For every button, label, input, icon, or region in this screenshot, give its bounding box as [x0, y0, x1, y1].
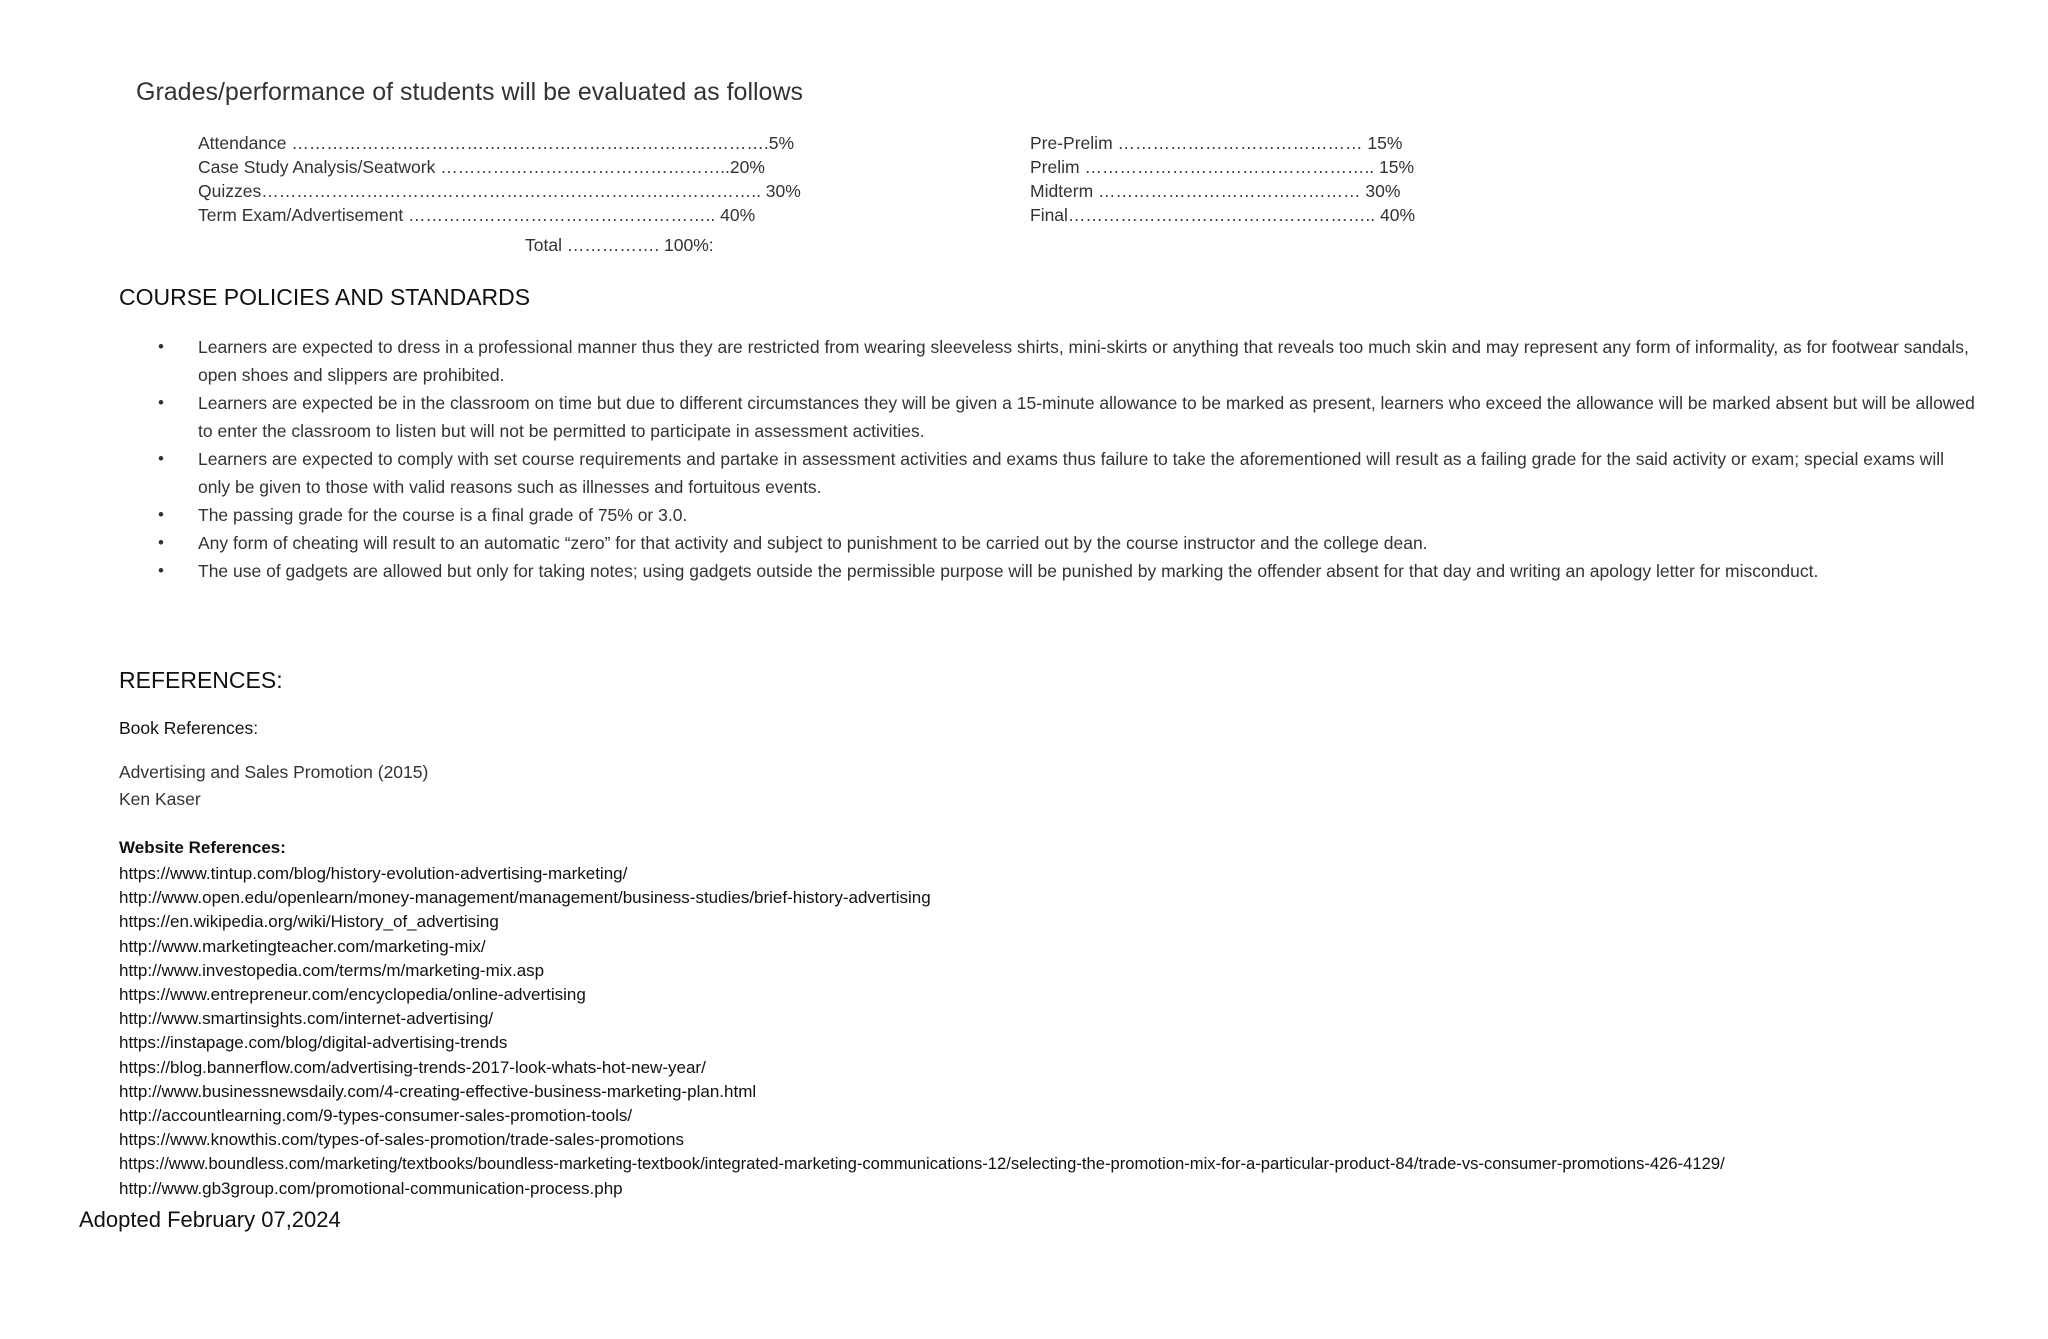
policy-text: Learners are expected be in the classroom on time but due to different circumstances they will be given a 15-minute allowance to be marked as present, learners who exceed the allowance will be marked absent but will be allowed to enter the classroom to listen but will not be permitted to participate in assessment activities. — [198, 393, 1975, 441]
references-heading: REFERENCES: — [119, 667, 283, 693]
website-list — [119, 862, 1725, 1201]
adopted-date: Adopted February 07,2024 — [79, 1207, 341, 1232]
grade-item-quizzes: Quizzes………………………………………………………………………….. 30% — [198, 181, 801, 201]
website-link[interactable]: https://www.boundless.com/marketing/textbooks/boundless-marketing-textbook/integrated-marketing-communications-12/selecting-the-promotion-mix-for-a-particular-product-84/trade-vs-consumer-promotions-426-4129/ — [119, 1154, 1725, 1174]
bullet-icon: • — [158, 337, 164, 356]
bullet-icon: • — [158, 533, 164, 552]
bullet-icon: • — [158, 561, 164, 580]
bullet-icon: • — [158, 449, 164, 468]
grade-item-midterm: Midterm ……………………………………… 30% — [1030, 181, 1401, 201]
policy-text: The use of gadgets are allowed but only for taking notes; using gadgets outside the permissible purpose will be punished by marking the offender absent for that day and writing an apology letter for misconduct. — [198, 561, 1819, 581]
policies-heading: COURSE POLICIES AND STANDARDS — [119, 284, 531, 310]
grade-total: Total ……………. 100%: — [525, 235, 714, 255]
grading-intro: Grades/performance of students will be evaluated as follows — [136, 78, 804, 106]
grade-item-case-study: Case Study Analysis/Seatwork …………………………………………..20% — [198, 157, 765, 177]
website-link[interactable]: http://www.gb3group.com/promotional-communication-process.php — [119, 1178, 623, 1198]
policy-item — [158, 529, 1978, 557]
policies-list — [158, 333, 1978, 585]
website-link[interactable]: https://blog.bannerflow.com/advertising-trends-2017-look-whats-hot-new-year/ — [119, 1057, 706, 1077]
grade-item-prelim: Prelim ………………………………………….. 15% — [1030, 157, 1415, 177]
policy-item — [158, 333, 1978, 389]
website-link[interactable]: https://en.wikipedia.org/wiki/History_of_advertising — [119, 912, 499, 932]
website-link[interactable]: http://www.smartinsights.com/internet-advertising/ — [119, 1009, 494, 1029]
policy-item — [158, 501, 1978, 529]
website-link[interactable]: https://www.knowthis.com/types-of-sales-promotion/trade-sales-promotions — [119, 1130, 684, 1150]
book-references-label: Book References: — [119, 718, 259, 738]
grade-item-term-exam: Term Exam/Advertisement …………………………………………….. 40% — [198, 205, 756, 225]
policy-text: Any form of cheating will result to an automatic “zero” for that activity and subject to punishment to be carried out by the course instructor and the college dean. — [198, 533, 1428, 553]
website-references-label: Website References: — [119, 838, 286, 857]
book-author: Ken Kaser — [119, 789, 201, 809]
policy-item — [158, 445, 1978, 501]
website-link[interactable]: https://www.entrepreneur.com/encyclopedia/online-advertising — [119, 985, 586, 1005]
grade-item-final: Final…………………………………………….. 40% — [1030, 205, 1416, 225]
website-link[interactable]: http://accountlearning.com/9-types-consumer-sales-promotion-tools/ — [119, 1106, 633, 1126]
website-link[interactable]: http://www.investopedia.com/terms/m/marketing-mix.asp — [119, 960, 545, 980]
website-link[interactable]: http://www.open.edu/openlearn/money-management/management/business-studies/brief-history-advertising — [119, 888, 931, 908]
website-link[interactable]: https://instapage.com/blog/digital-advertising-trends — [119, 1033, 508, 1053]
website-link[interactable]: http://www.businessnewsdaily.com/4-creating-effective-business-marketing-plan.html — [119, 1081, 757, 1101]
website-link[interactable]: https://www.tintup.com/blog/history-evolution-advertising-marketing/ — [119, 864, 628, 883]
website-link[interactable]: http://www.marketingteacher.com/marketing-mix/ — [119, 936, 486, 956]
bullet-icon: • — [158, 505, 164, 524]
policy-text: The passing grade for the course is a final grade of 75% or 3.0. — [198, 505, 688, 525]
book-title: Advertising and Sales Promotion (2015) — [119, 762, 429, 782]
policy-text: Learners are expected to dress in a professional manner thus they are restricted from wearing sleeveless shirts, mini-skirts or anything that reveals too much skin and may represent any form of informality, as for footwear sandals, open shoes and slippers are prohibited. — [198, 337, 1969, 385]
policy-item — [158, 389, 1978, 445]
grade-item-attendance: Attendance ……………………………………………………………………….5% — [198, 133, 795, 153]
bullet-icon: • — [158, 393, 164, 412]
policy-item — [158, 557, 1978, 585]
grade-item-pre-prelim: Pre-Prelim …………………………………… 15% — [1030, 133, 1403, 153]
policy-text: Learners are expected to comply with set course requirements and partake in assessment activities and exams thus failure to take the aforementioned will result as a failing grade for the said activity or exam; special exams will only be given to those with valid reasons such as illnesses and fortuitous events. — [198, 449, 1944, 497]
